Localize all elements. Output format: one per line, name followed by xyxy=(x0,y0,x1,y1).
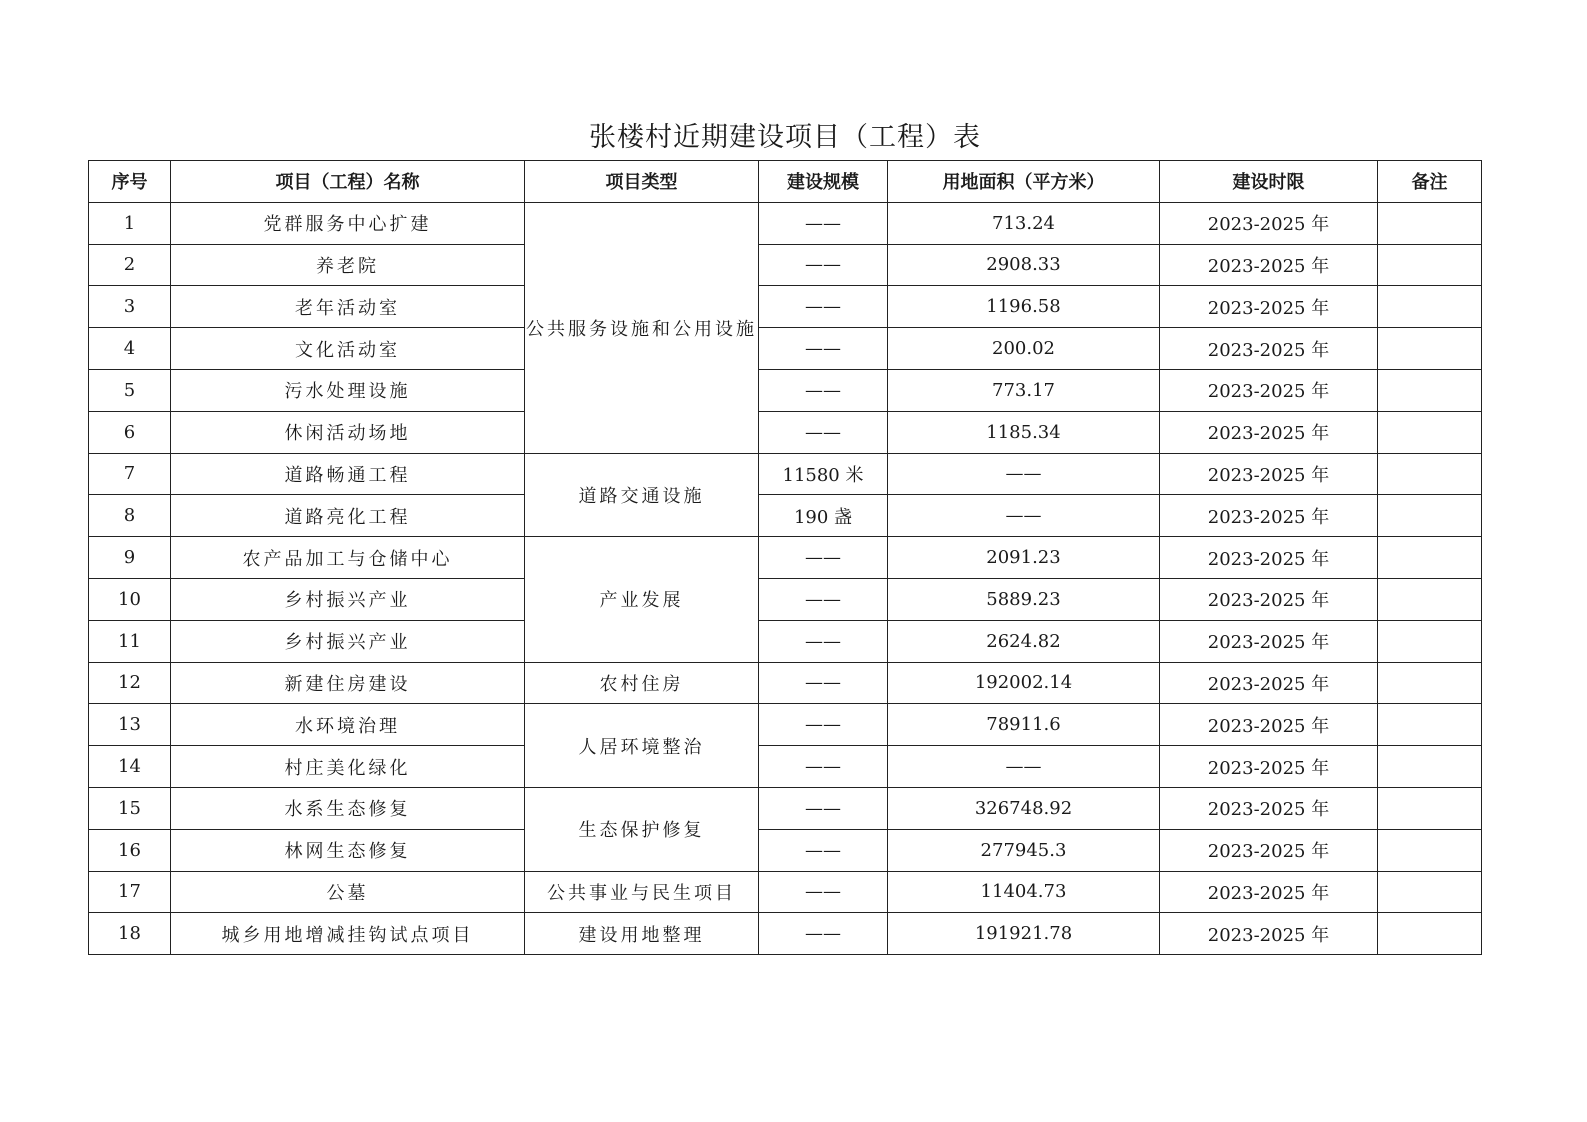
cell-period: 2023-2025 年 xyxy=(1160,244,1378,286)
cell-period: 2023-2025 年 xyxy=(1160,746,1378,788)
cell-period: 2023-2025 年 xyxy=(1160,411,1378,453)
cell-area: 1196.58 xyxy=(888,286,1160,328)
cell-type: 公共服务设施和公用设施 xyxy=(525,202,759,453)
cell-area: 78911.6 xyxy=(888,704,1160,746)
cell-scale: —— xyxy=(759,578,888,620)
cell-period: 2023-2025 年 xyxy=(1160,704,1378,746)
cell-area: 2091.23 xyxy=(888,537,1160,579)
cell-note xyxy=(1378,411,1482,453)
table-row xyxy=(89,411,1482,453)
cell-name: 养老院 xyxy=(171,244,525,286)
cell-no: 15 xyxy=(89,787,171,829)
cell-type: 道路交通设施 xyxy=(525,453,759,537)
cell-no: 4 xyxy=(89,328,171,370)
cell-note xyxy=(1378,286,1482,328)
cell-scale: —— xyxy=(759,704,888,746)
table-row xyxy=(89,369,1482,411)
cell-type: 生态保护修复 xyxy=(525,787,759,871)
cell-period: 2023-2025 年 xyxy=(1160,286,1378,328)
cell-type: 产业发展 xyxy=(525,537,759,662)
cell-no: 2 xyxy=(89,244,171,286)
cell-no: 10 xyxy=(89,578,171,620)
cell-scale: —— xyxy=(759,202,888,244)
cell-note xyxy=(1378,662,1482,704)
cell-note xyxy=(1378,704,1482,746)
table-row xyxy=(89,787,1482,829)
cell-scale: —— xyxy=(759,244,888,286)
cell-area: —— xyxy=(888,453,1160,495)
cell-no: 3 xyxy=(89,286,171,328)
cell-name: 乡村振兴产业 xyxy=(171,578,525,620)
cell-scale: —— xyxy=(759,537,888,579)
cell-scale: —— xyxy=(759,411,888,453)
cell-name: 休闲活动场地 xyxy=(171,411,525,453)
cell-name: 公墓 xyxy=(171,871,525,913)
header-cell-period: 建设时限 xyxy=(1160,161,1378,203)
cell-note xyxy=(1378,871,1482,913)
cell-note xyxy=(1378,369,1482,411)
cell-area: 1185.34 xyxy=(888,411,1160,453)
cell-period: 2023-2025 年 xyxy=(1160,453,1378,495)
table-row xyxy=(89,578,1482,620)
cell-period: 2023-2025 年 xyxy=(1160,328,1378,370)
cell-note xyxy=(1378,746,1482,788)
cell-area: 2624.82 xyxy=(888,620,1160,662)
cell-note xyxy=(1378,620,1482,662)
cell-name: 文化活动室 xyxy=(171,328,525,370)
cell-area: 200.02 xyxy=(888,328,1160,370)
cell-scale: —— xyxy=(759,328,888,370)
header-row xyxy=(89,161,1482,203)
cell-note xyxy=(1378,787,1482,829)
cell-scale: —— xyxy=(759,787,888,829)
cell-no: 9 xyxy=(89,537,171,579)
table-row xyxy=(89,871,1482,913)
cell-period: 2023-2025 年 xyxy=(1160,913,1378,955)
table-row xyxy=(89,537,1482,579)
cell-no: 17 xyxy=(89,871,171,913)
cell-scale: —— xyxy=(759,829,888,871)
cell-name: 林网生态修复 xyxy=(171,829,525,871)
cell-no: 7 xyxy=(89,453,171,495)
cell-period: 2023-2025 年 xyxy=(1160,495,1378,537)
table-row xyxy=(89,662,1482,704)
cell-area: 2908.33 xyxy=(888,244,1160,286)
table-row xyxy=(89,746,1482,788)
cell-period: 2023-2025 年 xyxy=(1160,871,1378,913)
header-cell-name: 项目（工程）名称 xyxy=(171,161,525,203)
cell-area: —— xyxy=(888,495,1160,537)
cell-scale: —— xyxy=(759,913,888,955)
cell-note xyxy=(1378,578,1482,620)
header-cell-type: 项目类型 xyxy=(525,161,759,203)
table-row xyxy=(89,202,1482,244)
cell-name: 水环境治理 xyxy=(171,704,525,746)
table-row xyxy=(89,453,1482,495)
cell-scale: —— xyxy=(759,871,888,913)
header-cell-no: 序号 xyxy=(89,161,171,203)
table-row xyxy=(89,328,1482,370)
cell-note xyxy=(1378,328,1482,370)
cell-name: 道路亮化工程 xyxy=(171,495,525,537)
cell-type: 人居环境整治 xyxy=(525,704,759,788)
cell-no: 11 xyxy=(89,620,171,662)
cell-type: 公共事业与民生项目 xyxy=(525,871,759,913)
cell-no: 18 xyxy=(89,913,171,955)
cell-no: 5 xyxy=(89,369,171,411)
cell-no: 12 xyxy=(89,662,171,704)
header-cell-area: 用地面积（平方米） xyxy=(888,161,1160,203)
cell-type: 建设用地整理 xyxy=(525,913,759,955)
table-row xyxy=(89,620,1482,662)
cell-area: 5889.23 xyxy=(888,578,1160,620)
cell-period: 2023-2025 年 xyxy=(1160,662,1378,704)
cell-note xyxy=(1378,202,1482,244)
cell-name: 新建住房建设 xyxy=(171,662,525,704)
cell-scale: —— xyxy=(759,746,888,788)
cell-area: 773.17 xyxy=(888,369,1160,411)
cell-area: 277945.3 xyxy=(888,829,1160,871)
cell-note xyxy=(1378,829,1482,871)
cell-period: 2023-2025 年 xyxy=(1160,787,1378,829)
header-cell-scale: 建设规模 xyxy=(759,161,888,203)
table-row xyxy=(89,913,1482,955)
cell-period: 2023-2025 年 xyxy=(1160,829,1378,871)
page-title: 张楼村近期建设项目（工程）表 xyxy=(589,122,981,153)
cell-name: 乡村振兴产业 xyxy=(171,620,525,662)
cell-note xyxy=(1378,537,1482,579)
cell-no: 16 xyxy=(89,829,171,871)
header-cell-note: 备注 xyxy=(1378,161,1482,203)
cell-name: 道路畅通工程 xyxy=(171,453,525,495)
table-row xyxy=(89,495,1482,537)
project-table xyxy=(88,160,1482,955)
cell-no: 8 xyxy=(89,495,171,537)
cell-area: 326748.92 xyxy=(888,787,1160,829)
cell-area: 11404.73 xyxy=(888,871,1160,913)
cell-name: 村庄美化绿化 xyxy=(171,746,525,788)
cell-area: —— xyxy=(888,746,1160,788)
cell-name: 城乡用地增减挂钩试点项目 xyxy=(171,913,525,955)
cell-type: 农村住房 xyxy=(525,662,759,704)
cell-area: 192002.14 xyxy=(888,662,1160,704)
cell-name: 老年活动室 xyxy=(171,286,525,328)
cell-area: 713.24 xyxy=(888,202,1160,244)
cell-name: 农产品加工与仓储中心 xyxy=(171,537,525,579)
cell-period: 2023-2025 年 xyxy=(1160,202,1378,244)
cell-note xyxy=(1378,913,1482,955)
cell-area: 191921.78 xyxy=(888,913,1160,955)
table-row xyxy=(89,704,1482,746)
cell-no: 1 xyxy=(89,202,171,244)
cell-scale: —— xyxy=(759,286,888,328)
cell-scale: —— xyxy=(759,662,888,704)
cell-no: 14 xyxy=(89,746,171,788)
cell-name: 水系生态修复 xyxy=(171,787,525,829)
cell-no: 13 xyxy=(89,704,171,746)
cell-note xyxy=(1378,453,1482,495)
table-row xyxy=(89,286,1482,328)
cell-scale: —— xyxy=(759,369,888,411)
cell-name: 党群服务中心扩建 xyxy=(171,202,525,244)
cell-name: 污水处理设施 xyxy=(171,369,525,411)
table-row xyxy=(89,244,1482,286)
cell-no: 6 xyxy=(89,411,171,453)
cell-scale: 11580 米 xyxy=(759,453,888,495)
cell-period: 2023-2025 年 xyxy=(1160,537,1378,579)
cell-period: 2023-2025 年 xyxy=(1160,369,1378,411)
cell-period: 2023-2025 年 xyxy=(1160,620,1378,662)
cell-note xyxy=(1378,244,1482,286)
cell-scale: 190 盏 xyxy=(759,495,888,537)
table-row xyxy=(89,829,1482,871)
cell-scale: —— xyxy=(759,620,888,662)
cell-period: 2023-2025 年 xyxy=(1160,578,1378,620)
cell-note xyxy=(1378,495,1482,537)
